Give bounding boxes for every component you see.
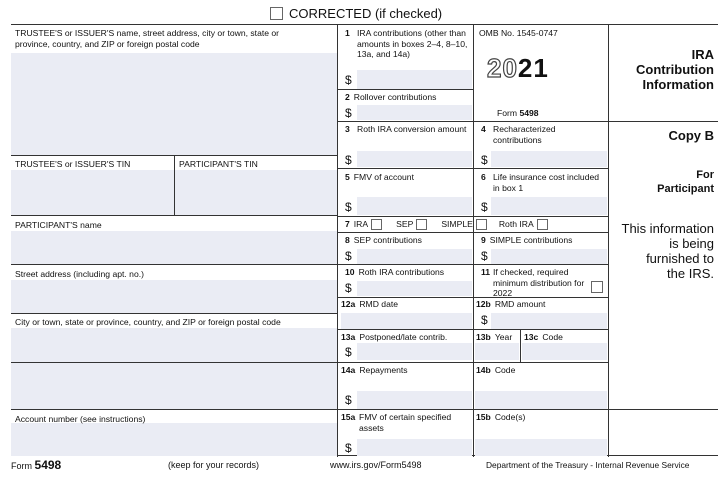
box8-label: 8 SEP contributions [345, 235, 422, 245]
box11-label: 11 If checked, required minimum distribution for 2022 [481, 267, 585, 298]
box8-field[interactable] [357, 249, 472, 264]
ira-checkbox[interactable] [371, 219, 382, 230]
corrected-checkbox-row [270, 6, 442, 21]
box13c-field[interactable] [522, 343, 607, 360]
footer-department: Department of the Treasury - Internal Revenue Service [486, 460, 690, 470]
box4-dollar: $ [481, 153, 488, 167]
for-participant: For Participant [657, 169, 714, 195]
box5-field[interactable] [357, 197, 472, 215]
blank-field[interactable] [11, 362, 337, 409]
trustee-tin-field[interactable] [11, 170, 174, 215]
tax-year: 2021 [487, 53, 549, 83]
footer-form-number: Form 5498 [11, 458, 62, 472]
box10-dollar: $ [345, 281, 352, 295]
account-number-label: Account number (see instructions) [15, 414, 146, 424]
box13b-field[interactable] [475, 343, 519, 360]
box3-dollar: $ [345, 153, 352, 167]
box14a-label: 14a Repayments [341, 365, 408, 375]
footer-url[interactable]: www.irs.gov/Form5498 [330, 460, 422, 470]
account-number-field[interactable] [11, 423, 337, 456]
box7-row: 7 IRA SEP SIMPLE Roth IRA [345, 219, 607, 230]
box1-field[interactable] [357, 70, 472, 89]
irs-notice: This information is being furnished to the IRS. [621, 221, 714, 281]
box14b-field[interactable] [475, 391, 607, 409]
box15b-field[interactable] [475, 439, 607, 456]
city-label: City or town, state or province, country, and ZIP or foreign postal code [15, 317, 281, 327]
box13a-field[interactable] [357, 343, 472, 360]
box10-label: 10 Roth IRA contributions [345, 267, 445, 277]
box12b-dollar: $ [481, 313, 488, 327]
box1-dollar: $ [345, 73, 352, 87]
street-address-label: Street address (including apt. no.) [15, 269, 144, 279]
corrected-checkbox[interactable] [270, 7, 283, 20]
box3-field[interactable] [357, 151, 472, 167]
corrected-label: CORRECTED (if checked) [289, 6, 443, 21]
participant-tin-field[interactable] [175, 170, 337, 215]
rmd-checkbox[interactable] [591, 281, 603, 293]
city-field[interactable] [11, 328, 337, 364]
omb-number: OMB No. 1545-0747 [479, 28, 558, 38]
box6-dollar: $ [481, 200, 488, 214]
footer-keep: (keep for your records) [168, 460, 260, 470]
box1-label: 1 IRA contributions (other than amounts in boxes 2–4, 8–10, 13a, and 14a) [345, 28, 468, 59]
box2-field[interactable] [357, 105, 472, 120]
box13c-label: 13c Code [524, 332, 563, 342]
box12b-field[interactable] [491, 313, 607, 329]
box8-dollar: $ [345, 249, 352, 263]
box3-label: 3 Roth IRA conversion amount [345, 124, 467, 134]
box13a-label: 13a Postponed/late contrib. [341, 332, 448, 342]
participant-tin-label: PARTICIPANT'S TIN [179, 159, 258, 169]
box12a-label: 12a RMD date [341, 299, 399, 309]
box15b-label: 15b Code(s) [476, 412, 526, 422]
form-5498 [11, 24, 718, 456]
box14b-label: 14b Code [476, 365, 516, 375]
box15a-dollar: $ [345, 441, 352, 455]
box9-label: 9 SIMPLE contributions [481, 235, 573, 245]
box4-field[interactable] [491, 151, 607, 167]
box12a-field[interactable] [341, 313, 472, 329]
box9-dollar: $ [481, 249, 488, 263]
box6-label: 6 Life insurance cost included in box 1 [481, 172, 600, 193]
roth-ira-checkbox[interactable] [537, 219, 548, 230]
box12b-label: 12b RMD amount [476, 299, 546, 309]
box9-field[interactable] [491, 249, 607, 264]
box14a-field[interactable] [357, 391, 472, 409]
box5-label: 5 FMV of account [345, 172, 414, 182]
sep-checkbox[interactable] [416, 219, 427, 230]
box10-field[interactable] [357, 281, 472, 296]
box5-dollar: $ [345, 200, 352, 214]
trustee-tin-label: TRUSTEE'S or ISSUER'S TIN [15, 159, 131, 169]
box15a-label: 15a FMV of certain specified assets [341, 412, 452, 433]
omb-form-number: Form 5498 [497, 108, 539, 118]
box13b-label: 13b Year [476, 332, 513, 342]
trustee-address-field[interactable] [11, 53, 337, 155]
box15a-field[interactable] [357, 439, 472, 456]
box2-label: 2 Rollover contributions [345, 92, 437, 102]
box6-field[interactable] [491, 197, 607, 215]
copy-b-label: Copy B [668, 128, 714, 143]
participant-name-field[interactable] [11, 231, 337, 264]
box4-label: 4 Recharacterized contributions [481, 124, 556, 145]
participant-name-label: PARTICIPANT'S name [15, 220, 102, 230]
simple-checkbox[interactable] [476, 219, 487, 230]
box2-dollar: $ [345, 106, 352, 120]
street-address-field[interactable] [11, 280, 337, 313]
form-title: IRA Contribution Information [636, 47, 714, 92]
box13a-dollar: $ [345, 345, 352, 359]
box14a-dollar: $ [345, 393, 352, 407]
trustee-address-label: TRUSTEE'S or ISSUER'S name, street address, city or town, state or province, country, and ZIP or foreign postal code [15, 28, 280, 49]
